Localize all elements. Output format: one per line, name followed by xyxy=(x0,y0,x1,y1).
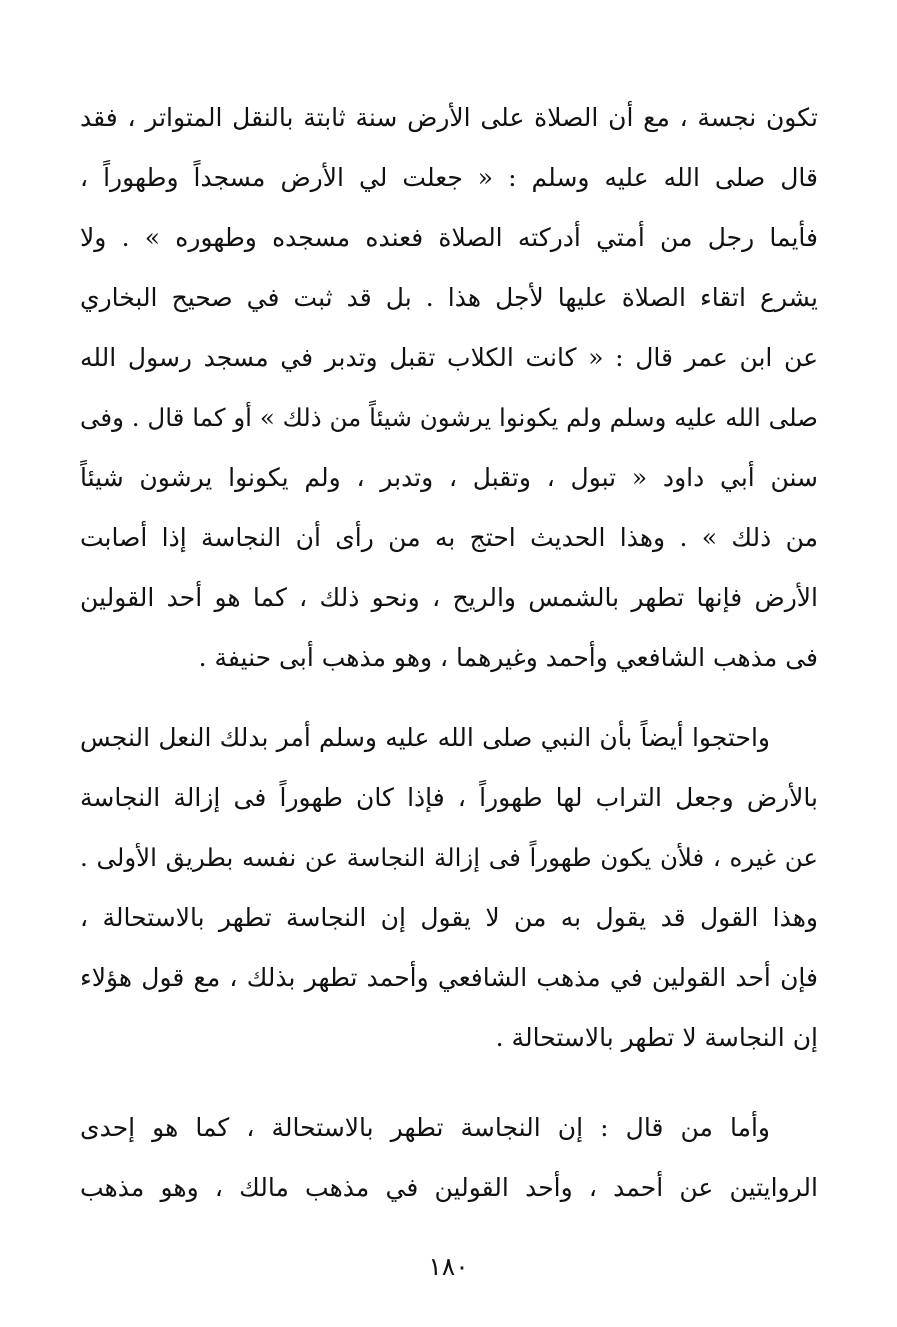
text-line: صلى الله عليه وسلم ولم يكونوا يرشون شيئاً من ذلك » أو كما قال . وفى xyxy=(80,403,818,432)
text-line: من ذلك » . وهذا الحديث احتج به من رأى أن النجاسة إذا أصابت xyxy=(80,523,818,552)
text-line: عن ابن عمر قال : « كانت الكلاب تقبل وتدبر في مسجد رسول الله xyxy=(80,343,818,372)
paragraph-3 xyxy=(80,1098,818,1218)
text-line: تكون نجسة ، مع أن الصلاة على الأرض سنة ثابتة بالنقل المتواتر ، فقد xyxy=(80,103,818,132)
text-line: إن النجاسة لا تطهر بالاستحالة . xyxy=(495,1023,818,1052)
text-line: الروايتين عن أحمد ، وأحد القولين في مذهب مالك ، وهو مذهب xyxy=(80,1173,818,1202)
paragraph-1 xyxy=(80,88,818,688)
page-number: ١٨٠ xyxy=(428,1252,469,1281)
text-line: فإن أحد القولين في مذهب الشافعي وأحمد تطهر بذلك ، مع قول هؤلاء xyxy=(80,963,818,992)
text-line: الأرض فإنها تطهر بالشمس والريح ، ونحو ذلك ، كما هو أحد القولين xyxy=(80,583,818,612)
text-line: يشرع اتقاء الصلاة عليها لأجل هذا . بل قد ثبت في صحيح البخاري xyxy=(80,283,818,312)
text-line: سنن أبي داود « تبول ، وتقبل ، وتدبر ، ولم يكونوا يرشون شيئاً xyxy=(80,463,818,492)
text-line: فى مذهب الشافعي وأحمد وغيرهما ، وهو مذهب أبى حنيفة . xyxy=(198,643,818,672)
text-line: وأما من قال : إن النجاسة تطهر بالاستحالة ، كما هو إحدى xyxy=(80,1113,770,1142)
text-line: واحتجوا أيضاً بأن النبي صلى الله عليه وسلم أمر بدلك النعل النجس xyxy=(80,723,770,752)
text-line: فأيما رجل من أمتي أدركته الصلاة فعنده مسجده وطهوره » . ولا xyxy=(80,223,818,252)
text-line: قال صلى الله عليه وسلم : « جعلت لي الأرض مسجداً وطهوراً ، xyxy=(80,163,818,192)
paragraph-2 xyxy=(80,708,818,1068)
text-line: بالأرض وجعل التراب لها طهوراً ، فإذا كان طهوراً فى إزالة النجاسة xyxy=(80,783,818,812)
text-line: عن غيره ، فلأن يكون طهوراً فى إزالة النجاسة عن نفسه بطريق الأولى . xyxy=(80,843,818,872)
text-line: وهذا القول قد يقول به من لا يقول إن النجاسة تطهر بالاستحالة ، xyxy=(80,903,818,932)
